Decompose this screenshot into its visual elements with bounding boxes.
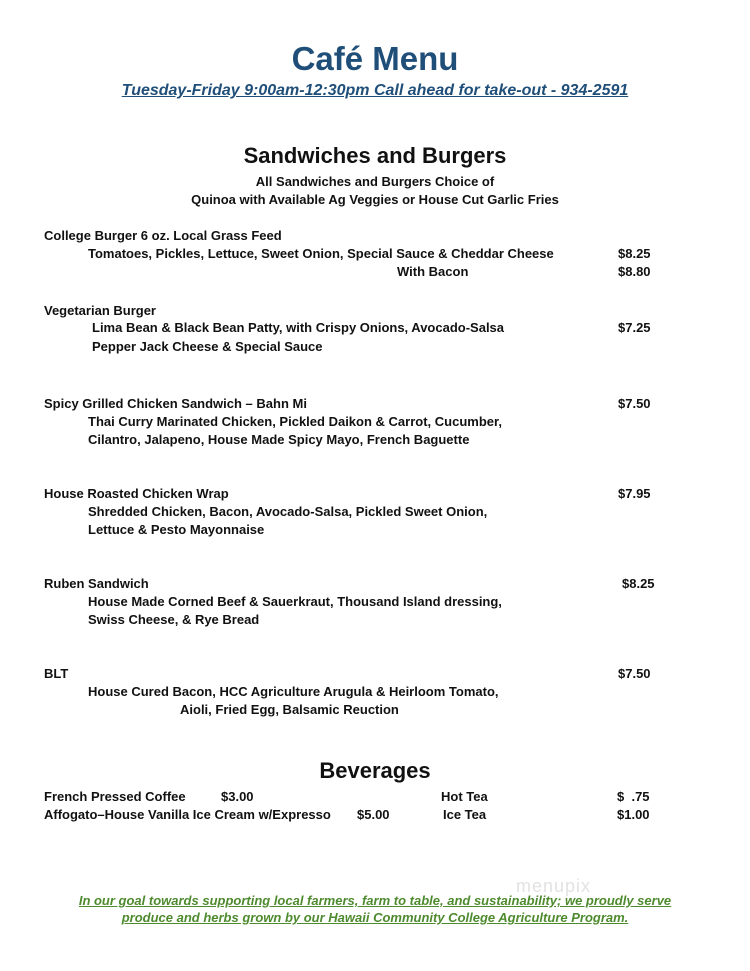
item-description: Tomatoes, Pickles, Lettuce, Sweet Onion, Special Sauce & Cheddar Cheese [88,246,554,261]
footer-line1: In our goal towards supporting local farmers, farm to table, and sustainability; we proudly serve [78,893,672,908]
item-option-price: $8.80 [618,264,651,279]
item-price: $7.95 [618,486,651,501]
item-price: $7.50 [618,666,651,681]
beverages-heading: Beverages [319,758,431,783]
item-option: With Bacon [397,264,469,279]
item-name: House Roasted Chicken Wrap [44,486,229,501]
beverage-name-2: Ice Tea [443,807,487,822]
item-description: Shredded Chicken, Bacon, Avocado-Salsa, Pickled Sweet Onion, [88,504,488,519]
item-description-2: Pepper Jack Cheese & Special Sauce [92,339,323,354]
item-price: $7.50 [618,396,651,411]
item-price: $8.25 [618,246,651,261]
item-description: Lima Bean & Black Bean Patty, with Crispy Onions, Avocado-Salsa [92,320,505,335]
beverage-price-2: $ .75 [617,789,650,804]
hours-and-phone: Tuesday-Friday 9:00am-12:30pm Call ahead for take-out - 934-2591 [121,82,629,99]
sandwiches-heading: Sandwiches and Burgers [243,143,507,168]
item-price: $8.25 [622,576,655,591]
item-name: BLT [44,666,69,681]
item-name: Vegetarian Burger [44,303,156,318]
sides-note-line2: Quinoa with Available Ag Veggies or House Cut Garlic Fries [191,192,559,207]
beverage-price: $5.00 [357,807,390,822]
item-name: College Burger 6 oz. Local Grass Feed [44,228,282,243]
item-name: Spicy Grilled Chicken Sandwich – Bahn Mi [44,396,307,411]
sides-note-line1: All Sandwiches and Burgers Choice of [255,174,495,189]
item-description: Thai Curry Marinated Chicken, Pickled Daikon & Carrot, Cucumber, [88,414,502,429]
beverage-name-2: Hot Tea [441,789,488,804]
item-description-2: Cilantro, Jalapeno, House Made Spicy Mayo, French Baguette [88,432,470,447]
item-price: $7.25 [618,320,651,335]
item-description-2: Swiss Cheese, & Rye Bread [88,612,260,627]
item-name: Ruben Sandwich [44,576,149,591]
footer-line2: produce and herbs grown by our Hawaii Community College Agriculture Program. [121,910,629,925]
beverage-price-2: $1.00 [617,807,650,822]
beverage-name: French Pressed Coffee [44,789,186,804]
item-description-2: Aioli, Fried Egg, Balsamic Reuction [180,702,399,717]
beverage-name: Affogato–House Vanilla Ice Cream w/Expresso [44,807,331,822]
menupix-watermark: menupix [516,876,592,896]
page-title: Café Menu [291,40,459,77]
beverage-price: $3.00 [221,789,254,804]
item-description: House Cured Bacon, HCC Agriculture Arugula & Heirloom Tomato, [88,684,499,699]
item-description: House Made Corned Beef & Sauerkraut, Thousand Island dressing, [88,594,502,609]
item-description-2: Lettuce & Pesto Mayonnaise [88,522,265,537]
